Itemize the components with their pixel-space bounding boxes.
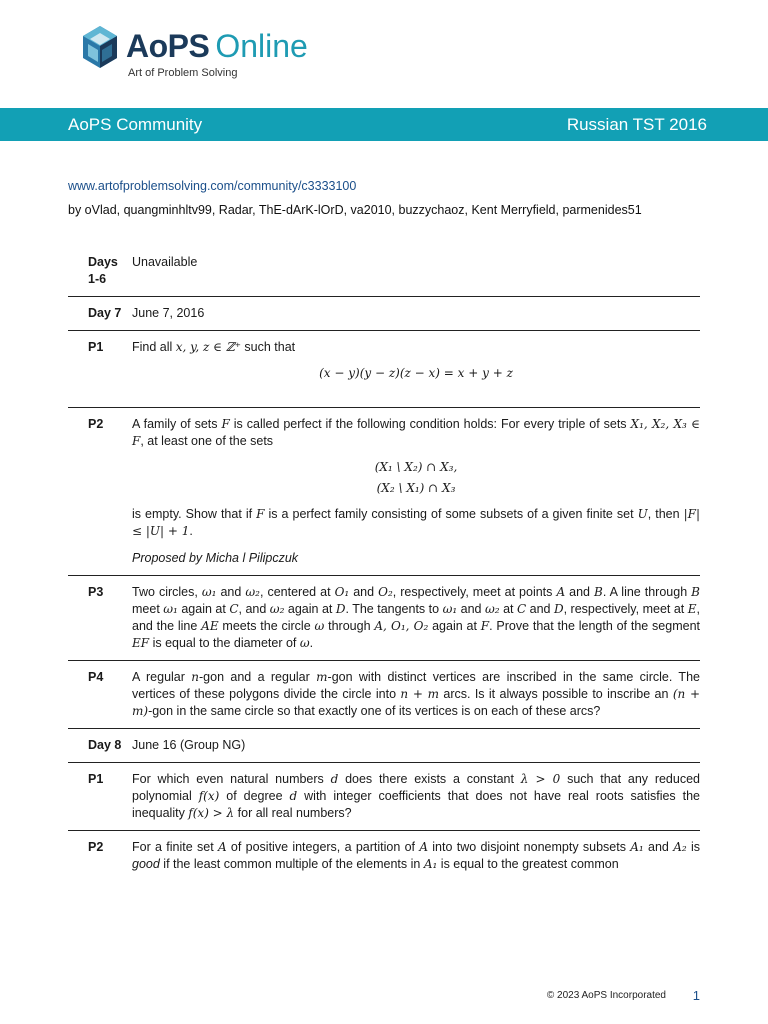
math-expression: U: [637, 507, 648, 521]
math-expression: F: [480, 619, 490, 633]
problem-text: is called perfect if the following condition holds: For every triple of sets: [229, 417, 631, 431]
problem-text: is empty. Show that if: [132, 507, 257, 521]
math-expression: d: [330, 772, 339, 786]
problem-text: , centered at: [259, 585, 335, 599]
problem-label: P2: [88, 417, 104, 431]
problem-row-day7-p2: [68, 408, 700, 576]
math-expression: f(x) > λ: [188, 806, 235, 820]
math-expression: EF: [132, 636, 150, 650]
math-expression: C: [229, 602, 239, 616]
problem-row-day7-p1: [68, 331, 700, 408]
math-expression: n: [191, 670, 199, 684]
problem-text: again at: [284, 602, 336, 616]
logo-tagline: Art of Problem Solving: [128, 67, 238, 79]
problem-text: meet: [132, 602, 164, 616]
problem-text: with integer coefficients that does not have real roots satisfies the inequality: [132, 789, 701, 820]
contest-title: Russian TST 2016: [566, 115, 707, 134]
math-expression: A: [419, 840, 428, 854]
math-expression: ω₂: [269, 602, 285, 616]
problem-statement: [132, 339, 700, 399]
problem-label: P1: [88, 772, 104, 786]
community-link[interactable]: www.artofproblemsolving.com/community/c3333100: [68, 179, 357, 193]
math-expression: B: [691, 585, 700, 599]
problem-text: and: [457, 602, 485, 616]
problems-table: [68, 246, 700, 881]
problem-text: A regular: [132, 670, 192, 684]
section-label: Day 8: [88, 738, 122, 752]
math-expression: ω₁: [201, 585, 217, 599]
problem-text: and: [526, 602, 554, 616]
copyright-footer: © 2023 AoPS Incorporated: [546, 990, 666, 1001]
math-expression: O₂: [378, 585, 393, 599]
math-expression: AE: [201, 619, 219, 633]
problem-text: and: [349, 585, 379, 599]
math-expression: ω: [314, 619, 325, 633]
proposed-by: Proposed by Micha l Pilipczuk: [132, 551, 299, 565]
logo-brand: AoPS: [126, 28, 210, 64]
problem-text: .: [309, 636, 314, 650]
problem-text: , respectively, meet at: [563, 602, 688, 616]
display-equation: (x − y)(y − z)(z − x) = x + y + z: [319, 366, 513, 380]
problem-text: Two circles,: [132, 585, 202, 599]
problem-text: at: [499, 602, 517, 616]
problem-statement: [132, 839, 700, 873]
math-expression: (n + m): [132, 687, 701, 718]
problem-text: and: [643, 840, 674, 854]
problem-text: again at: [177, 602, 230, 616]
math-expression: D: [553, 602, 564, 616]
problem-text: is equal to the greatest common: [437, 857, 619, 871]
section-label: Day 7: [88, 306, 122, 320]
math-expression: |F| ≤ |U| + 1: [132, 507, 700, 538]
problem-text: A family of sets: [132, 417, 222, 431]
problem-text: -gon and a regular: [199, 670, 317, 684]
math-expression: A, O₁, O₂: [374, 619, 429, 633]
emphasis-text: good: [132, 857, 160, 871]
math-expression: A: [217, 840, 227, 854]
math-expression: ω₁: [442, 602, 458, 616]
problem-statement: [132, 416, 700, 567]
math-expression: A: [556, 585, 566, 599]
math-expression: f(x): [198, 789, 220, 803]
math-expression: B: [594, 585, 603, 599]
math-expression: C: [516, 602, 527, 616]
authors-line: by oVlad, quangminhltv99, Radar, ThE-dArK-lOrD, va2010, buzzychaoz, Kent Merryfield, parmenides51: [68, 203, 642, 217]
problem-text: .: [189, 524, 193, 538]
problem-text: into two disjoint nonempty subsets: [427, 840, 631, 854]
math-expression: F: [256, 507, 265, 521]
logo-product: Online: [215, 28, 308, 64]
problem-label: P3: [88, 585, 104, 599]
problem-text: and: [565, 585, 594, 599]
problem-text: . A line through: [602, 585, 692, 599]
problem-row-day7-p4: [68, 661, 700, 729]
section-text: June 16 (Group NG): [132, 738, 246, 752]
problem-text: For which even natural numbers: [132, 772, 331, 786]
problem-text: again at: [428, 619, 481, 633]
problem-row-day8-p2: [68, 831, 700, 881]
problem-text: , then: [647, 507, 684, 521]
problem-row-day7-p3: [68, 576, 700, 661]
section-text: June 7, 2016: [132, 306, 205, 320]
problem-text: , at least one of the sets: [140, 434, 274, 448]
aops-cube-icon: [80, 24, 120, 72]
problem-text: such that: [240, 340, 296, 354]
math-expression: n + m: [400, 687, 439, 701]
math-expression: O₁: [334, 585, 350, 599]
problem-text: if the least common multiple of the elements in: [159, 857, 424, 871]
math-expression: ω₂: [484, 602, 500, 616]
community-title: AoPS Community: [68, 115, 203, 134]
section-row-day-7: [68, 297, 700, 331]
math-expression: m: [316, 670, 328, 684]
problem-text: through: [324, 619, 375, 633]
problem-text: , and: [238, 602, 270, 616]
math-expression: X₁, X₂, X₃ ∈ F: [132, 417, 700, 448]
problem-text: arcs. Is it always possible to inscribe an: [439, 687, 673, 701]
problem-text: is a perfect family consisting of some subsets of a given finite set: [264, 507, 638, 521]
aops-logo[interactable]: [80, 24, 340, 84]
math-expression: A₁: [423, 857, 438, 871]
math-expression: x, y, z ∈ ℤ⁺: [175, 340, 241, 354]
display-equation: (X₂ \ X₁) ∩ X₃: [376, 481, 456, 495]
math-expression: D: [335, 602, 346, 616]
math-expression: E: [687, 602, 697, 616]
page-number: 1: [692, 988, 700, 1003]
logo-wordmark: [126, 26, 308, 66]
problem-statement: [132, 771, 700, 822]
problem-text: . The tangents to: [345, 602, 443, 616]
math-expression: d: [289, 789, 298, 803]
section-row-day-8: [68, 729, 700, 763]
section-row-days-1-6: [68, 246, 700, 297]
problem-text: is: [686, 840, 700, 854]
display-equation: (X₁ \ X₂) ∩ X₃,: [374, 460, 458, 474]
problem-text: meets the circle: [218, 619, 315, 633]
problem-text: is equal to the diameter of: [149, 636, 300, 650]
math-expression: F: [221, 417, 230, 431]
problem-text: such that any reduced polynomial: [132, 772, 700, 803]
problem-statement: [132, 584, 700, 652]
math-expression: λ > 0: [520, 772, 561, 786]
problem-label: P4: [88, 670, 104, 684]
problem-text: and: [216, 585, 246, 599]
problem-text: , respectively, meet at points: [392, 585, 557, 599]
problem-text: of positive integers, a partition of: [226, 840, 420, 854]
problem-text: -gon in the same circle so that exactly one of its vertices is on each of these arcs?: [148, 704, 601, 718]
section-label: Days 1-6: [88, 255, 118, 286]
problem-statement: [132, 669, 700, 720]
problem-text: of degree: [219, 789, 290, 803]
math-expression: A₂: [673, 840, 687, 854]
problem-text: does there exists a constant: [338, 772, 521, 786]
problem-label: P1: [88, 340, 104, 354]
math-expression: ω₂: [245, 585, 260, 599]
problem-text: , and the line: [132, 602, 700, 633]
math-expression: ω: [299, 636, 310, 650]
header-banner: [0, 108, 768, 141]
section-text: Unavailable: [132, 255, 198, 269]
math-expression: ω₁: [163, 602, 178, 616]
problem-text: Find all: [132, 340, 176, 354]
problem-row-day8-p1: [68, 763, 700, 831]
problem-text: . Prove that the length of the segment: [489, 619, 700, 633]
problem-text: For a finite set: [132, 840, 218, 854]
problem-text: -gon with distinct vertices are inscribed in the same circle. The vertices of these polygons divide the circle into: [132, 670, 700, 701]
math-expression: A₁: [630, 840, 644, 854]
problem-label: P2: [88, 840, 104, 854]
problem-text: for all real numbers?: [234, 806, 352, 820]
